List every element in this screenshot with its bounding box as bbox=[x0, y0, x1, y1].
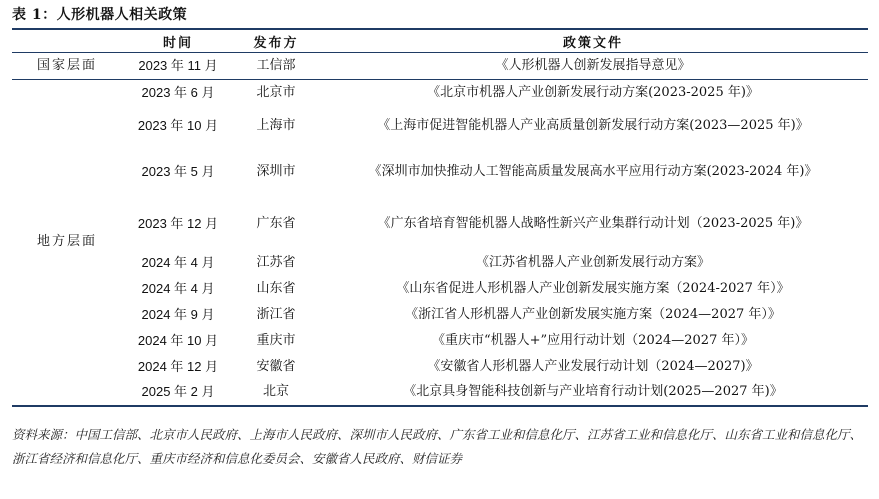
cell-time: 2023 年 6 月 bbox=[141, 84, 215, 100]
cell-time: 2025 年 2 月 bbox=[122, 380, 234, 406]
cell-issuer: 重庆市 bbox=[256, 332, 296, 348]
cell-time: 2024 年 4 月 bbox=[141, 280, 215, 296]
header-category bbox=[12, 29, 122, 53]
cell-document: 《山东省促进人形机器人产业创新发展实施方案（2024-2027 年）》 bbox=[396, 280, 790, 296]
table-row bbox=[12, 53, 868, 80]
cell-document: 《北京具身智能科技创新与产业培育行动计划(2025—2027 年)》 bbox=[318, 380, 868, 406]
cell-document: 《重庆市“机器人+”应用行动计划（2024—2027 年）》 bbox=[432, 332, 754, 348]
cell-document: 《人形机器人创新发展指导意见》 bbox=[318, 53, 868, 80]
cell-time: 2023 年 5 月 bbox=[141, 163, 215, 179]
cell-document: 《安徽省人形机器人产业发展行动计划（2024—2027)》 bbox=[427, 358, 759, 374]
cell-issuer: 北京市 bbox=[256, 84, 296, 100]
table-row bbox=[12, 380, 868, 406]
cell-document: 《广东省培育智能机器人战略性新兴产业集群行动计划（2023-2025 年)》 bbox=[377, 215, 809, 231]
cell-document: 《江苏省机器人产业创新发展行动方案》 bbox=[475, 254, 710, 270]
cell-issuer: 广东省 bbox=[256, 215, 296, 231]
cell-time: 2024 年 10 月 bbox=[137, 332, 219, 348]
source-note: 资料来源：中国工信部、北京市人民政府、上海市人民政府、深圳市人民政府、广东省工业和信息化厅、江苏省工业和信息化厅、山东省工业和信息化厅、浙江省经济和信息化厅、重庆市经济和信息化委员会、安徽省人民政府、财信证券 bbox=[12, 427, 863, 466]
cell-time: 2024 年 9 月 bbox=[141, 306, 215, 322]
cell-issuer: 工信部 bbox=[234, 53, 318, 80]
table-row bbox=[12, 198, 868, 250]
table-row bbox=[12, 328, 868, 354]
table-row bbox=[12, 354, 868, 380]
header-issuer: 发布方 bbox=[234, 29, 318, 53]
table-row bbox=[12, 80, 868, 106]
table-row bbox=[12, 250, 868, 276]
cell-time: 2024 年 12 月 bbox=[137, 358, 219, 374]
category-local: 地方层面 bbox=[12, 80, 122, 406]
cell-document: 《北京市机器人产业创新发展行动方案(2023-2025 年)》 bbox=[427, 84, 759, 100]
category-national: 国家层面 bbox=[12, 53, 122, 80]
policy-table bbox=[12, 28, 868, 407]
cell-time: 2024 年 4 月 bbox=[141, 254, 215, 270]
cell-time: 2023 年 12 月 bbox=[137, 215, 219, 231]
cell-document: 《深圳市加快推动人工智能高质量发展高水平应用行动方案(2023-2024 年)》 bbox=[368, 163, 818, 179]
header-time: 时间 bbox=[122, 29, 234, 53]
table-row bbox=[12, 302, 868, 328]
cell-issuer: 北京 bbox=[234, 380, 318, 406]
table-header-row bbox=[12, 29, 868, 53]
cell-issuer: 上海市 bbox=[256, 117, 296, 133]
table-row bbox=[12, 146, 868, 198]
cell-document: 《上海市促进智能机器人产业高质量创新发展行动方案(2023—2025 年)》 bbox=[377, 117, 809, 133]
header-document: 政策文件 bbox=[318, 29, 868, 53]
cell-document: 《浙江省人形机器人产业创新发展实施方案（2024—2027 年）》 bbox=[405, 306, 781, 322]
cell-issuer: 山东省 bbox=[256, 280, 296, 296]
table-title: 表 1：人形机器人相关政策 bbox=[12, 7, 188, 23]
table-row bbox=[12, 276, 868, 302]
cell-issuer: 深圳市 bbox=[256, 163, 296, 179]
cell-issuer: 浙江省 bbox=[256, 306, 296, 322]
cell-time: 2023 年 11 月 bbox=[122, 53, 234, 80]
cell-issuer: 安徽省 bbox=[256, 358, 296, 374]
cell-issuer: 江苏省 bbox=[256, 254, 296, 270]
table-row bbox=[12, 106, 868, 146]
cell-time: 2023 年 10 月 bbox=[137, 117, 219, 133]
